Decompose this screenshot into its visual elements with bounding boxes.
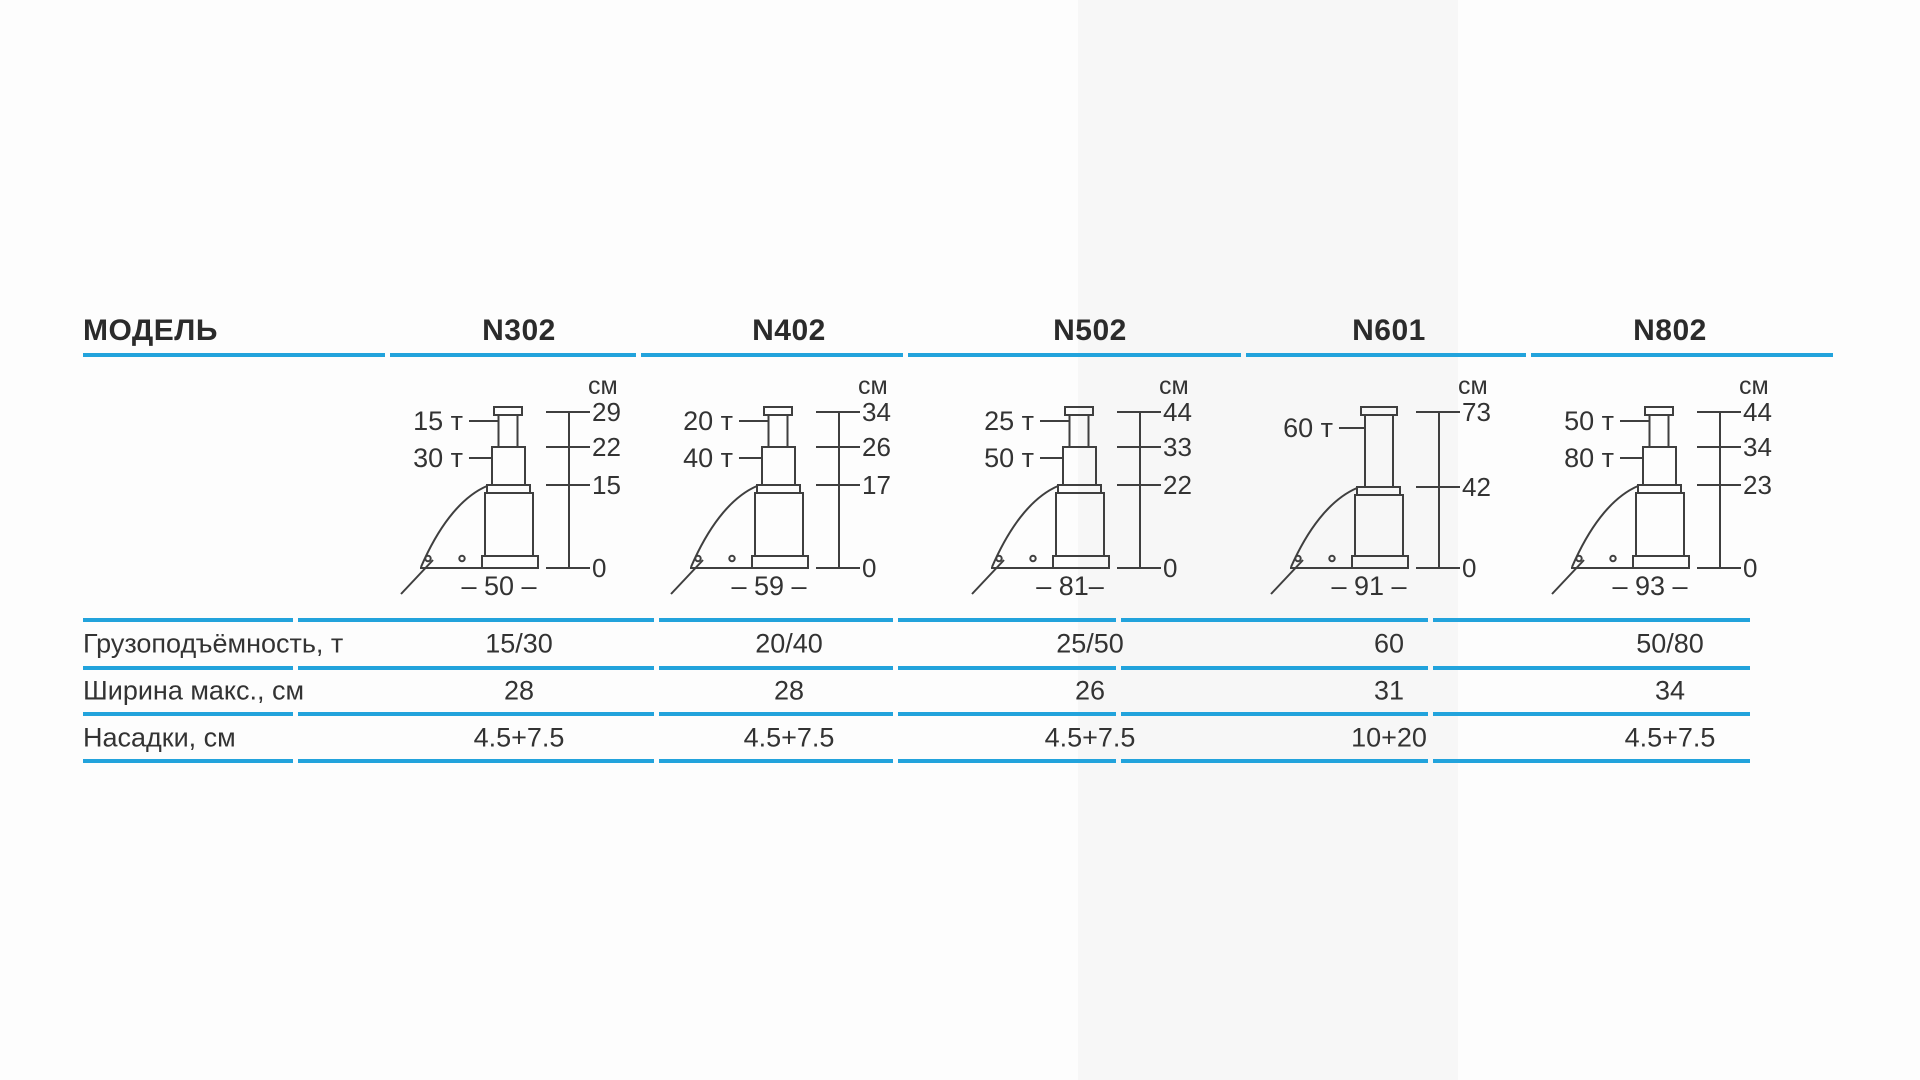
table-rule-segment: [1433, 618, 1750, 622]
header-underline-segment: [908, 353, 1241, 357]
unit-label: см: [588, 372, 618, 400]
width-label: – 91 –: [1331, 571, 1407, 601]
unit-label: см: [1458, 372, 1488, 400]
tick-label: 0: [862, 553, 877, 583]
header-underline-segment: [641, 353, 903, 357]
table-cell: 31: [1373, 675, 1405, 706]
width-label: – 81–: [1036, 571, 1104, 601]
jack-diagram-N601: [1269, 370, 1509, 605]
capacity-label: 40 т: [683, 443, 733, 473]
header-underline-segment: [390, 353, 636, 357]
table-rule-segment: [898, 618, 1116, 622]
tick-label: 29: [592, 397, 621, 427]
jack-drawing: [1269, 370, 1509, 605]
tick-label: 0: [592, 553, 607, 583]
table-rule-segment: [1433, 666, 1750, 670]
table-rule-segment: [1433, 759, 1750, 763]
tick-label: 34: [862, 397, 891, 427]
table-rule-segment: [298, 712, 654, 716]
table-rule-segment: [298, 666, 654, 670]
tick-label: 22: [1163, 470, 1192, 500]
table-rule-segment: [298, 618, 654, 622]
table-cell: 20/40: [755, 628, 823, 659]
jack-diagram-N502: [970, 370, 1210, 605]
jack-drawing: [1550, 370, 1790, 605]
table-rule-segment: [659, 618, 893, 622]
tick-label: 26: [862, 432, 891, 462]
table-cell: 15/30: [485, 628, 553, 659]
model-header-N601: N601: [1352, 314, 1426, 347]
row-label: Грузоподъёмность, т: [83, 628, 344, 659]
tick-label: 42: [1462, 472, 1491, 502]
table-rule-segment: [83, 712, 293, 716]
header-underline-segment: [83, 353, 385, 357]
unit-label: см: [1739, 372, 1769, 400]
capacity-label: 50 т: [984, 443, 1034, 473]
jack-diagram-N802: [1550, 370, 1790, 605]
unit-label: см: [858, 372, 888, 400]
capacity-label: 15 т: [413, 406, 463, 436]
tick-label: 34: [1743, 432, 1772, 462]
table-cell: 26: [1074, 675, 1106, 706]
table-rule-segment: [898, 712, 1116, 716]
tick-label: 44: [1163, 397, 1192, 427]
capacity-label: 20 т: [683, 406, 733, 436]
tick-label: 44: [1743, 397, 1772, 427]
table-rule-segment: [83, 666, 293, 670]
table-rule-segment: [1433, 712, 1750, 716]
table-rule-segment: [1121, 712, 1428, 716]
model-header-N302: N302: [482, 314, 556, 347]
table-rule-segment: [1121, 666, 1428, 670]
row-label: Насадки, см: [83, 722, 236, 753]
table-rule-segment: [659, 712, 893, 716]
table-rule-segment: [83, 618, 293, 622]
tick-label: 0: [1743, 553, 1758, 583]
table-rule-segment: [1121, 618, 1428, 622]
jack-drawing: [399, 370, 639, 605]
table-rule-segment: [898, 666, 1116, 670]
table-cell: 28: [503, 675, 535, 706]
table-cell: 4.5+7.5: [1044, 722, 1136, 753]
table-cell: 4.5+7.5: [473, 722, 565, 753]
capacity-label: 25 т: [984, 406, 1034, 436]
column-header-model: МОДЕЛЬ: [83, 314, 218, 347]
jack-diagram-N402: [669, 370, 909, 605]
unit-label: см: [1159, 372, 1189, 400]
width-label: – 59 –: [731, 571, 807, 601]
model-header-N802: N802: [1633, 314, 1707, 347]
capacity-label: 60 т: [1283, 413, 1333, 443]
row-label: Ширина макс., см: [83, 675, 305, 706]
model-header-N502: N502: [1053, 314, 1127, 347]
tick-label: 15: [592, 470, 621, 500]
tick-label: 73: [1462, 397, 1491, 427]
table-cell: 4.5+7.5: [743, 722, 835, 753]
tick-label: 23: [1743, 470, 1772, 500]
capacity-label: 50 т: [1564, 406, 1614, 436]
table-rule-segment: [898, 759, 1116, 763]
table-cell: 4.5+7.5: [1624, 722, 1716, 753]
table-rule-segment: [659, 759, 893, 763]
width-label: – 50 –: [461, 571, 537, 601]
table-cell: 50/80: [1636, 628, 1704, 659]
table-rule-segment: [659, 666, 893, 670]
tick-label: 22: [592, 432, 621, 462]
jack-drawing: [669, 370, 909, 605]
table-cell: 60: [1373, 628, 1405, 659]
jack-drawing: [970, 370, 1210, 605]
width-label: – 93 –: [1612, 571, 1688, 601]
table-cell: 28: [773, 675, 805, 706]
table-cell: 25/50: [1056, 628, 1124, 659]
tick-label: 33: [1163, 432, 1192, 462]
capacity-label: 80 т: [1564, 443, 1614, 473]
table-cell: 10+20: [1351, 722, 1427, 753]
header-underline-segment: [1531, 353, 1833, 357]
tick-label: 0: [1462, 553, 1477, 583]
tick-label: 0: [1163, 553, 1178, 583]
header-underline-segment: [1246, 353, 1526, 357]
table-rule-segment: [1121, 759, 1428, 763]
capacity-label: 30 т: [413, 443, 463, 473]
table-rule-segment: [83, 759, 293, 763]
tick-label: 17: [862, 470, 891, 500]
table-cell: 34: [1654, 675, 1686, 706]
table-rule-segment: [298, 759, 654, 763]
jack-diagram-N302: [399, 370, 639, 605]
model-header-N402: N402: [752, 314, 826, 347]
